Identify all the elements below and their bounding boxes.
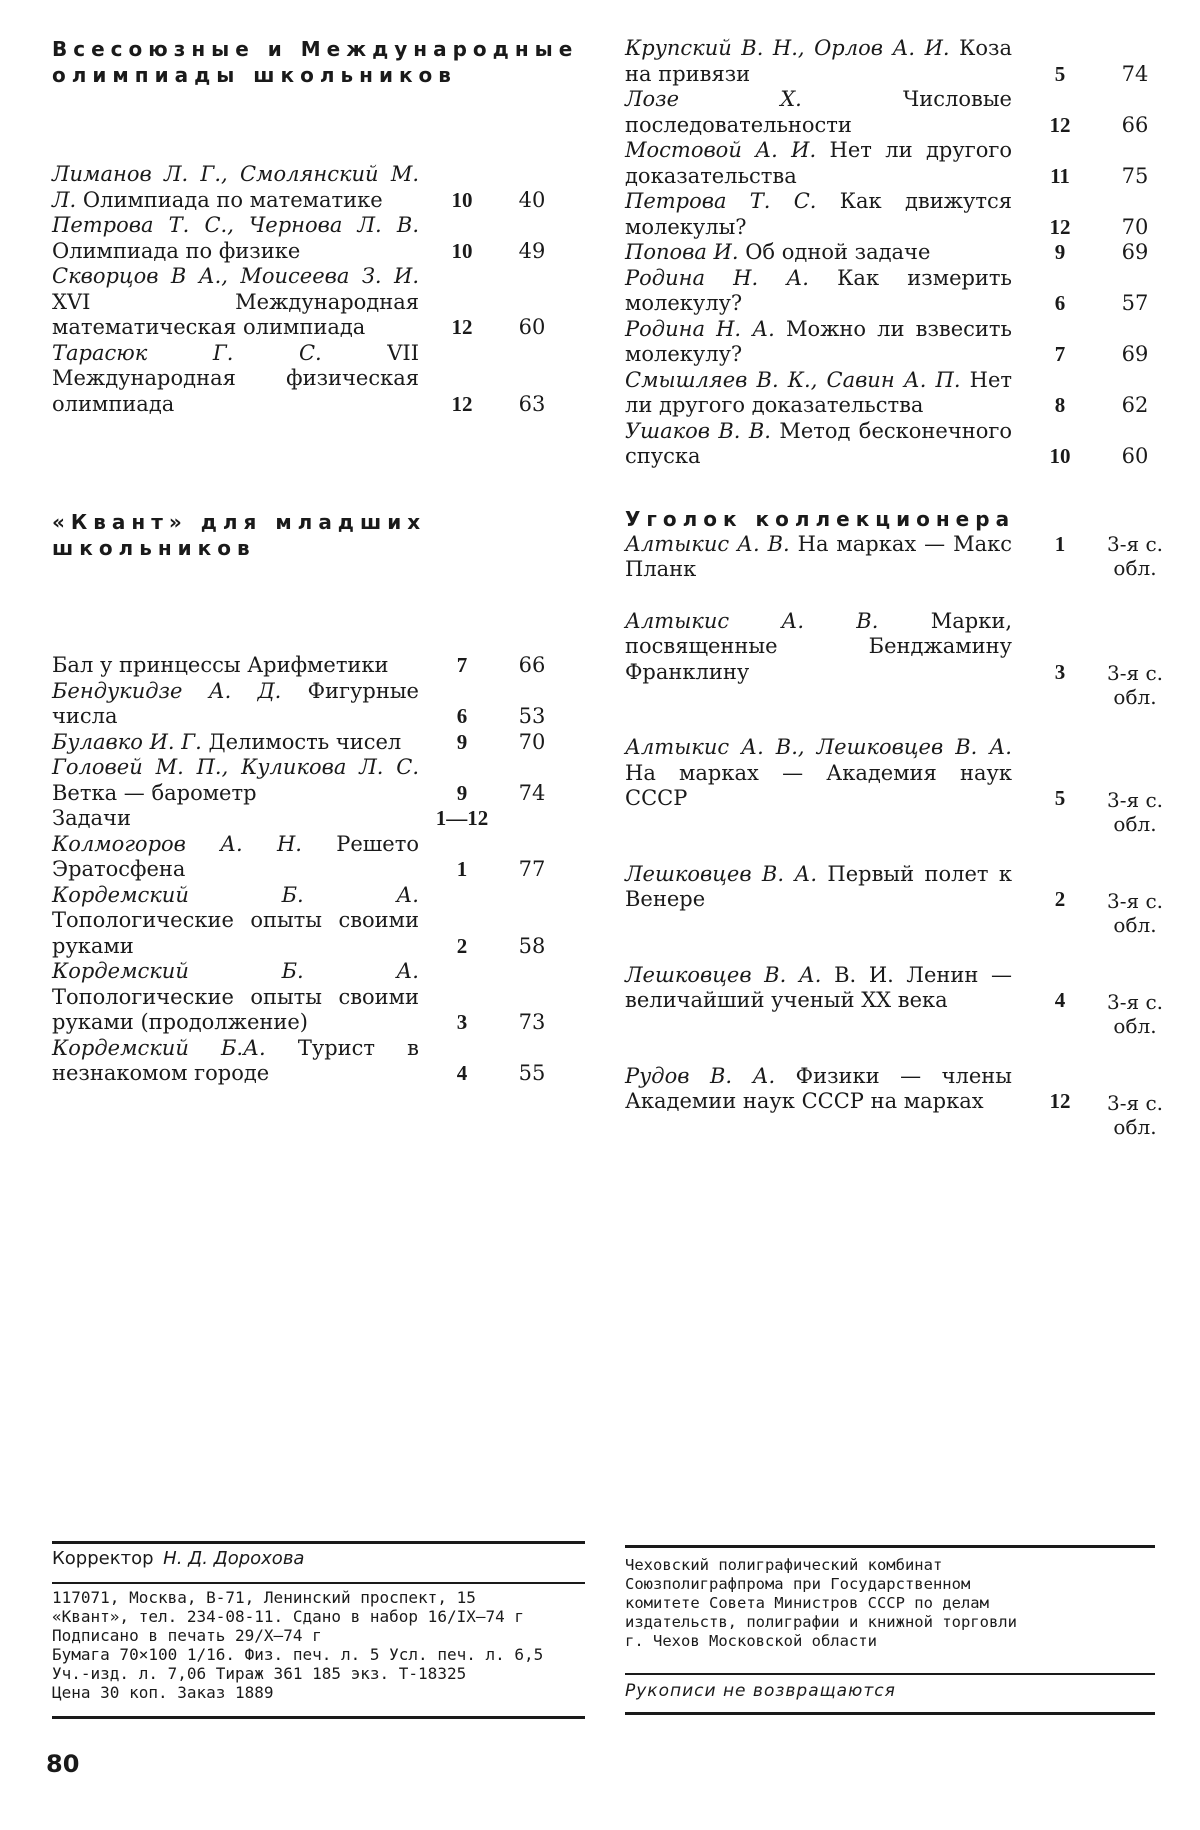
page-ref: 69: [1121, 240, 1149, 264]
issue-number: 9: [456, 729, 468, 754]
issue-number: 3: [1054, 659, 1066, 684]
index-entry: [52, 806, 567, 832]
entry-title: Топологические опыты своими руками (продолжение): [52, 984, 419, 1034]
section-title-junior: «Квант» для младших школьников: [52, 510, 427, 560]
imprint-line: «Квант», тел. 234-08-11. Сдано в набор 16/IX—74 г: [52, 1607, 525, 1626]
page-ref: 3-я с. обл.: [1106, 989, 1163, 1038]
index-entry: [625, 138, 1170, 189]
entry-author: Рудов В. А.: [625, 1063, 776, 1088]
issue-number: 6: [456, 704, 468, 728]
issue-number: 10: [1049, 444, 1071, 468]
corrector-name: Н. Д. Дорохова: [163, 1548, 305, 1569]
index-entry: [52, 755, 567, 806]
index-entry: [625, 36, 1170, 87]
entry-author: Смышляев В. К., Савин А. П.: [625, 367, 961, 392]
entry-author: Кордемский Б. А.: [52, 959, 419, 983]
entry-author: Крупский В. Н., Орлов А. И.: [625, 36, 950, 60]
page-ref: 70: [1121, 214, 1149, 239]
entry-title: Как движутся молекулы?: [625, 189, 1012, 239]
page-ref: 73: [518, 1010, 546, 1034]
index-entry: [52, 730, 567, 756]
issue-number: 1: [1054, 531, 1066, 556]
entry-author: Скворцов В А., Моисеева З. И.: [52, 264, 419, 288]
index-entry: [625, 532, 1170, 583]
corrector-label: Корректор: [52, 1548, 154, 1569]
entry-title: Топологические опыты своими руками: [52, 908, 419, 958]
page-ref: 58: [518, 933, 546, 958]
entry-author: Тарасюк Г. С.: [52, 340, 322, 365]
index-entry: [625, 608, 1170, 709]
issue-number: 7: [1054, 342, 1066, 366]
index-entry: [52, 679, 567, 730]
page-ref: 70: [518, 729, 546, 754]
page-ref: 40: [518, 187, 546, 212]
entry-title: Бал у принцессы Арифметики: [52, 653, 389, 677]
entry-title: Числовые последовательности: [625, 87, 1012, 137]
printer-info: [625, 1556, 1170, 1651]
page-ref: 57: [1121, 291, 1149, 315]
entry-title: Марки, посвященные Бенджамину Франклину: [625, 608, 1012, 684]
page-number: 80: [46, 1750, 80, 1778]
publisher-imprint: [52, 1588, 585, 1702]
page-ref: 3-я с. обл.: [1106, 661, 1163, 709]
entry-title: Делимость чисел: [208, 729, 402, 754]
entry-title: Физики — члены Академии наук СССР на марках: [625, 1063, 1012, 1113]
imprint-line: 117071, Москва, В-71, Ленинский проспект, 15: [52, 1588, 476, 1607]
index-entry: [625, 266, 1170, 317]
entry-title: Первый полет к Венере: [625, 861, 1013, 911]
entry-author: Кордемский Б.А.: [52, 1035, 266, 1060]
index-entry: [52, 264, 567, 341]
page-ref: 60: [518, 315, 546, 339]
index-entry: [625, 962, 1170, 1038]
page-ref: 74: [1121, 61, 1149, 86]
divider: [52, 1541, 585, 1544]
issue-number: 11: [1050, 163, 1070, 188]
divider: [625, 1712, 1155, 1715]
index-entry: [625, 368, 1170, 419]
page-ref: 60: [1121, 444, 1149, 468]
page-ref: 3-я с. обл.: [1106, 531, 1163, 580]
entry-title: Как измерить молекулу?: [625, 265, 1012, 315]
index-entry: [52, 213, 567, 264]
divider: [52, 1582, 585, 1584]
entry-author: Лиманов Л. Г., Смолянский М. Л.: [52, 162, 419, 212]
issue-number: 5: [1054, 786, 1066, 810]
entry-author: Попова И.: [625, 240, 739, 264]
issue-number: 4: [456, 1061, 468, 1085]
page-ref: 55: [518, 1061, 546, 1085]
issue-number: 9: [456, 780, 468, 805]
issue-number: 10: [451, 187, 473, 212]
entry-title: Олимпиада по математике: [82, 187, 383, 212]
issue-number: 2: [456, 933, 468, 958]
entry-title: На марках — Академия наук СССР: [625, 760, 1012, 810]
index-entry: [52, 1036, 567, 1087]
entry-author: Лешковцев В. А.: [625, 962, 822, 987]
entry-author: Алтыкис А. В., Лешковцев В. А.: [625, 735, 1012, 759]
index-entry: [52, 162, 567, 213]
entry-title: Можно ли взвесить молекулу?: [625, 316, 1012, 366]
entry-author: Кордемский Б. А.: [52, 882, 419, 907]
index-entry: [52, 883, 567, 960]
index-entry: [625, 419, 1170, 470]
entry-author: Бендукидзе А. Д.: [52, 678, 282, 703]
entry-title: В. И. Ленин — величайший ученый XX века: [625, 962, 1012, 1012]
entry-author: Лозе Х.: [625, 87, 802, 111]
index-entry: [52, 341, 567, 418]
issue-number: 7: [456, 653, 468, 677]
entry-title: Задачи: [52, 806, 131, 830]
entry-author: Петрова Т. С.: [625, 189, 817, 213]
entry-title: Метод бесконечного спуска: [625, 418, 1012, 468]
imprint-line: Уч.-изд. л. 7,06 Тираж 361 185 экз. Т-18325: [52, 1664, 467, 1683]
index-entry: [625, 240, 1170, 266]
issue-number: 6: [1054, 291, 1066, 315]
left-column: [52, 36, 579, 1087]
index-entry: [52, 959, 567, 1036]
entry-title: Нет ли другого доказательства: [625, 367, 1012, 417]
entry-title: Турист в незнакомом городе: [52, 1035, 419, 1085]
entry-title: Решето Эратосфена: [52, 831, 419, 881]
page-ref: 77: [518, 857, 546, 881]
entry-title: На марках — Макс Планк: [625, 531, 1012, 581]
index-entry: [625, 189, 1170, 240]
corrector-line: [52, 1549, 304, 1568]
page-ref: 74: [518, 780, 546, 805]
issue-number: 12: [451, 391, 473, 416]
issue-number: 9: [1054, 240, 1066, 264]
index-entry: [625, 1063, 1170, 1139]
entry-author: Родина Н. А.: [625, 316, 775, 341]
index-entry: [52, 832, 567, 883]
page-ref: 3-я с. обл.: [1106, 888, 1163, 937]
manuscripts-notice: Рукописи не возвращаются: [625, 1681, 896, 1701]
entry-author: Алтыкис А. В.: [625, 608, 879, 633]
entry-author: Колмогоров А. Н.: [52, 831, 302, 856]
issue-number: 4: [1054, 988, 1066, 1012]
index-entry: [625, 317, 1170, 368]
page-ref: 49: [518, 238, 546, 263]
entry-title: Олимпиада по физике: [52, 238, 301, 263]
entry-author: Головей М. П., Куликова Л. С.: [52, 755, 419, 779]
section-title-olympiads: Всесоюзные и Международные олимпиады школьников: [52, 37, 579, 87]
issue-number: 10: [451, 238, 473, 263]
printer-line: Союзполиграфпрома при Государственном: [625, 1575, 971, 1593]
entry-author: Петрова Т. С., Чернова Л. В.: [52, 213, 419, 237]
index-entry: [52, 653, 567, 679]
entry-author: Ушаков В. В.: [625, 418, 771, 443]
issue-number: 12: [1049, 1089, 1071, 1113]
printer-line: издательств, полиграфии и книжной торговли: [625, 1613, 1017, 1631]
entry-title: Нет ли другого доказательства: [625, 138, 1012, 188]
page-ref: 62: [1121, 393, 1149, 417]
entry-author: Мостовой А. И.: [625, 138, 817, 162]
page-ref: 66: [518, 653, 546, 677]
issue-number: 12: [1049, 214, 1071, 239]
divider: [625, 1673, 1155, 1675]
page-ref: 63: [518, 391, 546, 416]
page-ref: 69: [1121, 342, 1149, 366]
printer-line: г. Чехов Московской области: [625, 1632, 877, 1650]
issue-number: 2: [1054, 887, 1066, 911]
entry-author: Алтыкис А. В.: [625, 531, 790, 556]
entry-title: XVI Международная математическая олимпиада: [52, 289, 419, 339]
issue-number: 5: [1054, 61, 1066, 86]
entry-title: VII Международная физическая олимпиада: [52, 340, 419, 416]
printer-line: Чеховский полиграфический комбинат: [625, 1556, 943, 1574]
issue-number: 1—12: [435, 806, 489, 830]
entry-author: Родина Н. А.: [625, 265, 809, 290]
index-entry: [625, 861, 1170, 937]
imprint-line: Подписано в печать 29/X—74 г: [52, 1626, 322, 1645]
page-ref: 75: [1121, 163, 1149, 188]
entry-title: Коза на привязи: [625, 36, 1012, 86]
section-title-collector: Уголок коллекционера: [625, 506, 1016, 531]
imprint-line: Цена 30 коп. Заказ 1889: [52, 1683, 274, 1702]
imprint-line: Бумага 70×100 1/16. Физ. печ. л. 5 Усл. печ. л. 6,5: [52, 1645, 544, 1664]
issue-number: 12: [1049, 112, 1071, 137]
entry-title: Ветка — барометр: [52, 780, 257, 805]
issue-number: 8: [1054, 393, 1066, 417]
divider: [625, 1545, 1155, 1548]
issue-number: 1: [456, 857, 468, 881]
index-entry: [625, 735, 1170, 836]
entry-title: Об одной задаче: [745, 240, 931, 264]
issue-number: 12: [451, 315, 473, 339]
page-ref: 3-я с. обл.: [1106, 1090, 1163, 1139]
entry-author: Булавко И. Г.: [52, 729, 202, 754]
page-ref: 53: [518, 704, 546, 728]
divider: [52, 1716, 585, 1719]
index-entry: [625, 87, 1170, 138]
page-ref: 3-я с. обл.: [1106, 787, 1163, 836]
entry-title: Фигурные числа: [52, 678, 419, 728]
entry-author: Лешковцев В. А.: [625, 861, 817, 886]
issue-number: 3: [456, 1010, 468, 1034]
page-ref: 66: [1121, 112, 1149, 137]
printer-line: комитете Совета Министров СССР по делам: [625, 1594, 989, 1612]
right-column: [625, 36, 1170, 1139]
